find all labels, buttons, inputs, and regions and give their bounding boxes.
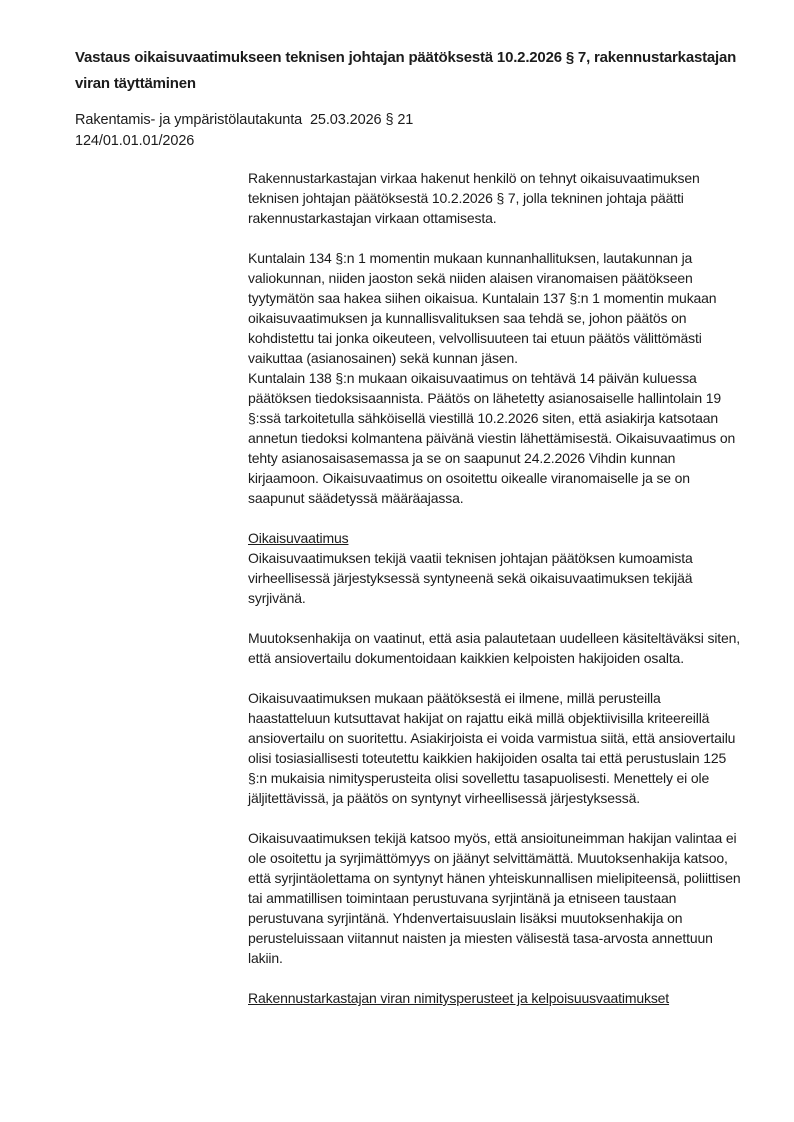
paragraph-muutoksenhakija-vaatinut: Muutoksenhakija on vaatinut, että asia palautetaan uudelleen käsiteltäväksi siten, että ansiovertailu dokumentoidaan kaikkien kelpoisten hakijoiden osalta.	[248, 630, 741, 666]
paragraph-syrjinta: Oikaisuvaatimuksen tekijä katsoo myös, että ansioituneimman hakijan valintaa ei ole osoitettu ja syrjimättömyys on jäänyt selvittämättä. Muutoksenhakija katsoo, että syrjintäolettama on syntynyt hänen yhteiskunnallisen mielipiteensä, poliittisen tai ammatillisen toimintaan perustuvana syrjintänä ja etniseen taustaan perustuvana syrjintänä. Yhdenvertaisuuslain lisäksi muutoksenhakija on perusteluissaan viitannut naisten ja miesten välisestä tasa-arvosta annettuun lakiin.	[248, 830, 741, 966]
section-heading-nimitysperusteet: Rakennustarkastajan viran nimitysperusteet ja kelpoisuusvaatimukset	[248, 990, 670, 1006]
document-body	[248, 168, 745, 1028]
paragraph-intro: Rakennustarkastajan virkaa hakenut henkilö on tehnyt oikaisuvaatimuksen teknisen johtajan päätöksestä 10.2.2026 § 7, jolla tekninen johtaja päätti rakennustarkastajan virkaan ottamisesta.	[248, 170, 700, 226]
paragraph-kuntalaki-138: Kuntalain 138 §:n mukaan oikaisuvaatimus on tehtävä 14 päivän kuluessa päätöksen tiedoksisaannista. Päätös on lähetetty asianosaiselle hallintolain 19 §:ssä tarkoitetulla sähköisellä viestillä 10.2.2026 siten, että asiakirja katsotaan annetun tiedoksi kolmantena päivänä viestin lähettämisestä. Oikaisuvaatimus on tehty asianosaisasemassa ja se on saapunut 24.2.2026 Vihdin kunnan kirjaamoon. Oikaisuvaatimus on osoitettu oikealle viranomaiselle ja se on saapunut säädetyssä määräajassa.	[248, 370, 736, 506]
paragraph-perusteet: Oikaisuvaatimuksen mukaan päätöksestä ei ilmene, millä perusteilla haastatteluun kutsuttavat hakijat on rajattu eikä millä objektiivisilla kriteereillä ansiovertailu on suoritettu. Asiakirjoista ei voida varmistua siitä, että ansiovertailu olisi tosiasiallisesti toteutettu kaikkien hakijoiden osalta tai että perustuslain 125 §:n mukaisia nimitysperusteita olisi sovellettu tasapuolisesti. Menettely ei ole jäljitettävissä, ja päätös on syntynyt virheellisessä järjestyksessä.	[248, 690, 736, 806]
paragraph-vaatimus: Oikaisuvaatimuksen tekijä vaatii teknisen johtajan päätöksen kumoamista virheellisessä järjestyksessä syntyneenä sekä oikaisuvaatimuksen tekijää syrjivänä.	[248, 550, 693, 606]
committee-date-line: Rakentamis- ja ympäristölautakunta 25.03.2026 § 21	[75, 112, 414, 128]
document-title: Vastaus oikaisuvaatimukseen teknisen johtajan päätöksestä 10.2.2026 § 7, rakennustarkastajan viran täyttäminen	[75, 49, 737, 92]
document-meta	[75, 110, 575, 152]
record-number: 124/01.01.01/2026	[75, 133, 195, 149]
section-heading-oikaisuvaatimus: Oikaisuvaatimus	[248, 530, 349, 546]
paragraph-kuntalaki-134-137: Kuntalain 134 §:n 1 momentin mukaan kunnanhallituksen, lautakunnan ja valiokunnan, niiden jaoston sekä niiden alaisen viranomaisen päätökseen tyytymätön saa hakea siihen oikaisua. Kuntalain 137 §:n 1 momentin mukaan oikaisuvaatimuksen ja kunnallisvalituksen saa tehdä se, johon päätös on kohdistettu tai jonka oikeuteen, velvollisuuteen tai etuun päätös välittömästi vaikuttaa (asianosainen) sekä kunnan jäsen.	[248, 250, 717, 366]
